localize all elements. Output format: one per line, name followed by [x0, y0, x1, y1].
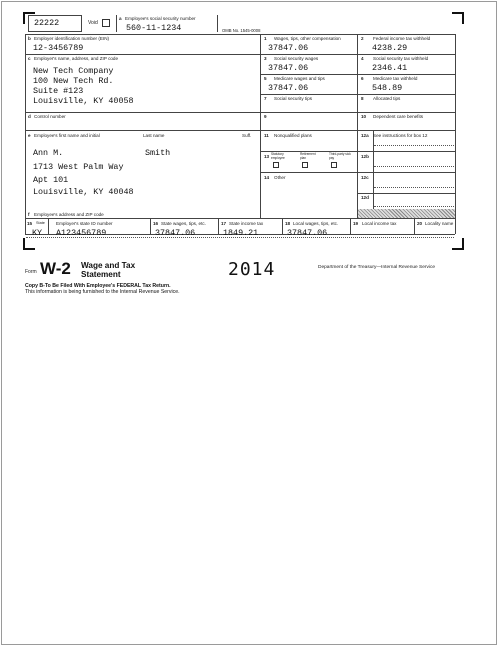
box-12a-number: 12a	[361, 133, 369, 138]
box-3-number: 3	[264, 56, 267, 61]
box-12c-number: 12c	[361, 175, 369, 180]
employer-city-state-zip: Louisville, KY 40058	[33, 96, 134, 106]
box-17-state-tax: 1849.21	[223, 228, 259, 238]
box-12d-number: 12d	[361, 195, 369, 200]
box-e-suffix-label: Suff.	[242, 133, 252, 138]
box-14-label: Other	[274, 175, 286, 180]
box-12b-number: 12b	[361, 154, 369, 159]
box-c-label: Employer's name, address, and ZIP code	[34, 56, 119, 61]
box-5-number: 5	[264, 76, 267, 81]
employee-first-name: Ann M.	[33, 148, 64, 158]
box-17-label: State income tax	[229, 221, 264, 226]
box-15-state-id: A123456789	[56, 228, 107, 238]
box-11-number: 11	[264, 133, 269, 138]
box-d-letter: d	[28, 114, 31, 119]
box-2-federal-tax: 4238.29	[372, 43, 408, 53]
box-8-number: 8	[361, 96, 364, 101]
box-4-number: 4	[361, 56, 364, 61]
void-label: Void	[88, 20, 98, 26]
box-2-number: 2	[361, 36, 364, 41]
shaded-area	[358, 209, 455, 218]
box-15-state-label: State	[36, 221, 45, 225]
omb-number: OMB No. 1545-0008	[222, 28, 261, 33]
corner-mark-bottom-right	[452, 238, 464, 250]
box-e-label: Employee's first name and initial	[34, 133, 100, 138]
box-16-number: 16	[153, 221, 159, 226]
box-15-number: 15	[27, 221, 33, 226]
box-d-label: Control number	[34, 114, 66, 119]
department-label: Department of the Treasury—Internal Revenue Service	[318, 265, 436, 270]
box-a-label: Employee's social security number	[125, 16, 196, 21]
box-13-sick-pay-label: Third-party sick pay	[329, 152, 351, 160]
employer-address-line1: 100 New Tech Rd.	[33, 76, 114, 86]
employer-address-line2: Suite #123	[33, 86, 84, 96]
box-13-number: 13	[264, 154, 270, 159]
copy-b-line1: Copy B-To Be Filed With Employee's FEDERAL Tax Return.	[25, 283, 171, 289]
box-18-label: Local wages, tips, etc.	[293, 221, 339, 226]
copy-b-line2: This information is being furnished to the Internal Revenue Service.	[25, 289, 180, 295]
form-title-line2: Statement	[81, 270, 121, 279]
employee-last-name: Smith	[145, 148, 171, 158]
box-20-label: Locality name	[425, 221, 454, 226]
box-b-label: Employer identification number (EIN)	[34, 36, 110, 41]
box-20-number: 20	[417, 221, 423, 226]
form-title-line1: Wage and Tax	[81, 261, 136, 270]
box-1-number: 1	[264, 36, 267, 41]
box-10-label: Dependent care benefits	[373, 114, 424, 119]
box-3-ss-wages: 37847.06	[268, 63, 309, 73]
box-15-state: KY	[32, 228, 43, 238]
void-checkbox[interactable]	[102, 19, 110, 27]
box-6-number: 6	[361, 76, 364, 81]
employee-address-line1: 1713 West Palm Way	[33, 162, 124, 172]
box-f-label: Employee's address and ZIP code	[34, 212, 104, 217]
box-f-letter: f	[28, 212, 30, 217]
box-4-label: Social security tax withheld	[373, 56, 429, 61]
employee-address-line2: Apt 101	[33, 175, 69, 185]
box-5-medicare-wages: 37847.06	[268, 83, 309, 93]
box-1-label: Wages, tips, other compensation	[274, 36, 341, 41]
tax-year: 2014	[228, 259, 276, 280]
box-17-number: 17	[221, 221, 227, 226]
employee-city-state-zip: Louisville, KY 40048	[33, 187, 134, 197]
control-code: 22222	[34, 18, 60, 28]
box-2-label: Federal income tax withheld	[373, 36, 431, 41]
box-6-medicare-tax: 548.89	[372, 83, 403, 93]
box-12a-label: See instructions for box 12	[373, 133, 428, 138]
box-15-state-id-label: Employer's state ID number	[56, 221, 113, 226]
box-10-number: 10	[361, 114, 367, 119]
box-e-letter: e	[28, 133, 31, 138]
box-e-last-name-label: Last name	[143, 133, 165, 138]
box-7-label: Social security tips	[274, 96, 313, 101]
employer-ein: 12-3456789	[33, 43, 84, 53]
box-18-number: 18	[285, 221, 291, 226]
box-4-ss-tax: 2346.41	[372, 63, 408, 73]
box-5-label: Medicare wages and tips	[274, 76, 325, 81]
box-b-letter: b	[28, 36, 31, 41]
box-1-wages: 37847.06	[268, 43, 309, 53]
corner-mark-bottom-left	[23, 238, 35, 250]
corner-mark-top-right	[452, 12, 464, 24]
box-19-label: Local income tax	[362, 221, 397, 226]
third-party-sick-pay-checkbox[interactable]	[331, 162, 337, 168]
box-11-label: Nonqualified plans	[274, 133, 312, 138]
form-name: W-2	[40, 259, 71, 278]
box-9-number: 9	[264, 114, 267, 119]
box-13-statutory-label: Statutory employee	[271, 152, 285, 160]
box-c-letter: c	[28, 56, 31, 61]
employee-ssn: 560-11-1234	[126, 23, 182, 33]
form-word: Form	[25, 269, 37, 275]
box-19-number: 19	[353, 221, 359, 226]
box-7-number: 7	[264, 96, 267, 101]
box-6-label: Medicare tax withheld	[373, 76, 418, 81]
box-14-number: 14	[264, 175, 270, 180]
statutory-employee-checkbox[interactable]	[273, 162, 279, 168]
box-16-label: State wages, tips, etc.	[161, 221, 206, 226]
box-18-local-wages: 37847.06	[287, 228, 328, 238]
box-8-label: Allocated tips	[373, 96, 401, 101]
box-13-retirement-label: Retirement plan	[300, 152, 316, 160]
box-3-label: Social security wages	[274, 56, 319, 61]
employer-name: New Tech Company	[33, 66, 114, 76]
box-16-state-wages: 37847.06	[155, 228, 196, 238]
box-a-letter: a	[119, 16, 122, 21]
retirement-plan-checkbox[interactable]	[302, 162, 308, 168]
